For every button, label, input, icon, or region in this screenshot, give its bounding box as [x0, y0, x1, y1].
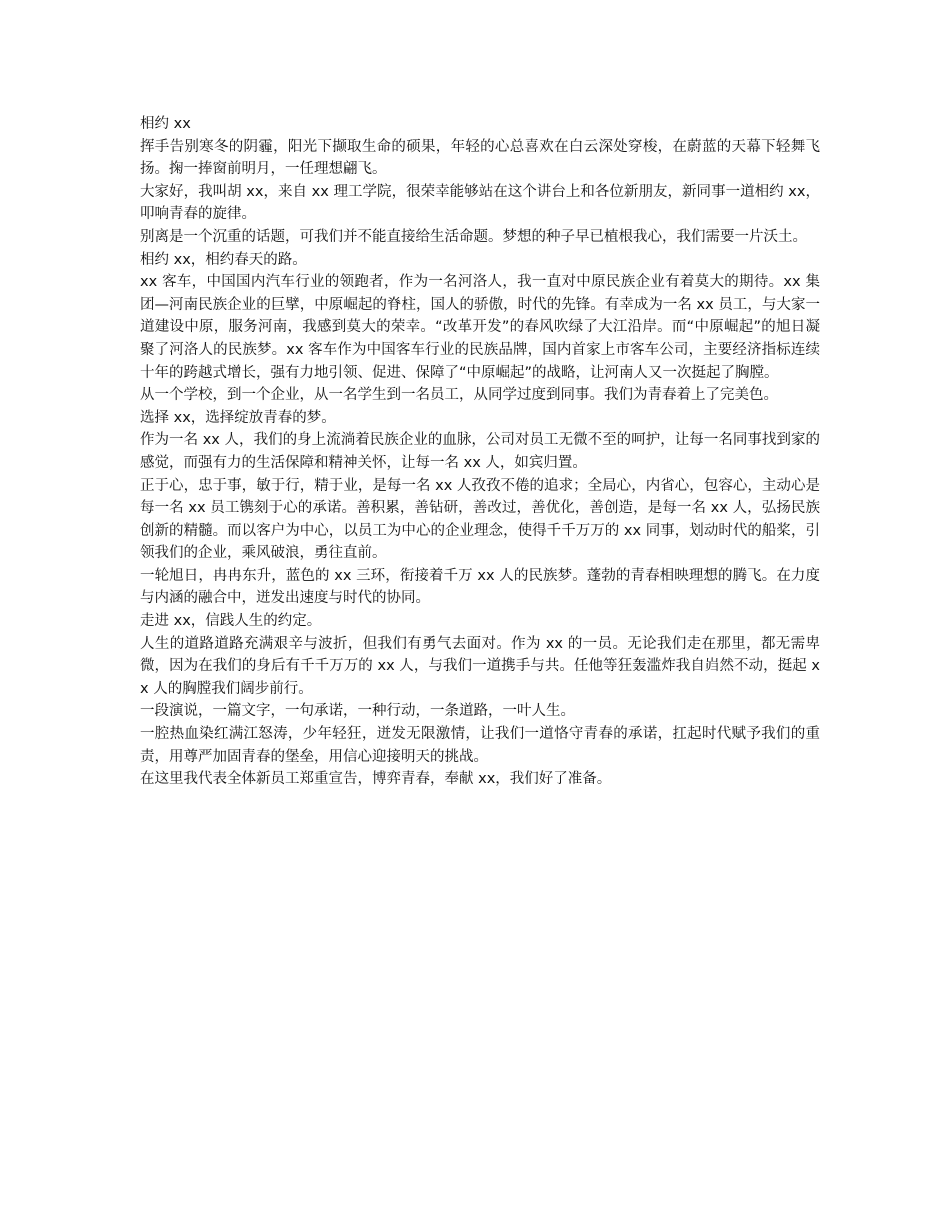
paragraph-greeting: 大家好，我叫胡 xx，来自 xx 理工学院，很荣幸能够站在这个讲台上和各位新朋友，新同事一道相约 xx，叩响青春的旋律。 [140, 183, 820, 223]
paragraph-farewell: 别离是一个沉重的话题，可我们并不能直接给生活命题。梦想的种子早已植根我心，我们需要一片沃土。 [140, 228, 807, 245]
paragraph-belonging: 作为一名 xx 人，我们的身上流淌着民族企业的血脉，公司对员工无微不至的呵护，让每一名同事找到家的感觉，而强有力的生活保障和精神关怀，让每一名 xx 人，如宾归置。 [140, 432, 820, 471]
document-title: 相约 xx [140, 116, 191, 132]
paragraph-school-to-company: 从一个学校，到一个企业，从一名学生到一名员工，从同学过度到同事。我们为青春着上了完美色。 [140, 387, 778, 404]
paragraph-speech: 一段演说，一篇文字，一句承诺，一种行动，一条道路，一叶人生。 [140, 703, 575, 720]
section-heading-spring-road: 相约 xx，相约春天的路。 [140, 251, 307, 268]
paragraph-life-road: 人生的道路道路充满艰辛与波折，但我们有勇气去面对。作为 xx 的一员。无论我们走在那里，都无需卑微，因为在我们的身后有千千万万的 xx 人，与我们一道携手与共。任他等狂轰滥炸我自岿然不动，挺起 xx 人的胸膛我们阔步前行。 [140, 635, 820, 697]
document-body [140, 113, 820, 791]
paragraph-declaration: 在这里我代表全体新员工郑重宣告，博弈青春，奉献 xx，我们好了准备。 [140, 771, 612, 788]
paragraph-intro: 挥手告别寒冬的阴霾，阳光下撷取生命的硕果，年轻的心总喜欢在白云深处穿梭，在蔚蓝的天幕下轻舞飞扬。掬一捧窗前明月，一任理想翩飞。 [140, 138, 820, 178]
paragraph-values: 正于心，忠于事，敏于行，精于业，是每一名 xx 人孜孜不倦的追求；全局心，内省心，包容心，主动心是每一名 xx 员工镌刻于心的承诺。善积累，善钻研，善改过，善优化，善创造，是每一名 xx 人，弘扬民族创新的精髓。而以客户为中心，以员工为中心的企业理念，使得千千万万的 xx 同事，划动时代的船桨，引领我们的企业，乘风破浪，勇往直前。 [140, 477, 820, 562]
section-heading-choose: 选择 xx，选择绽放青春的梦。 [140, 409, 336, 426]
paragraph-company: xx 客车，中国国内汽车行业的领跑者，作为一名河洛人，我一直对中原民族企业有着莫大的期待。xx 集团—河南民族企业的巨擘，中原崛起的脊柱，国人的骄傲，时代的先锋。有幸成为一名 xx 员工，与大家一道建设中原，服务河南，我感到莫大的荣幸。“改革开发”的春风吹绿了大江沿岸。而“中原崛起”的旭日凝聚了河洛人的民族梦。xx 客车作为中国客车行业的民族品牌，国内首家上市客车公司，主要经济指标连续十年的跨越式增长，强有力地引领、促进、保障了“中原崛起”的战略，让河南人又一次挺起了胸膛。 [140, 274, 820, 381]
paragraph-sunrise: 一轮旭日，冉冉东升，蓝色的 xx 三环，衔接着千万 xx 人的民族梦。蓬勃的青春相映理想的腾飞。在力度与内涵的融合中，迸发出速度与时代的协同。 [140, 567, 820, 607]
paragraph-passion: 一腔热血染红满江怒涛，少年轻狂，迸发无限激情，让我们一道恪守青春的承诺，扛起时代赋予我们的重责，用尊严加固青春的堡垒，用信心迎接明天的挑战。 [140, 726, 820, 765]
section-heading-enter: 走进 xx，信践人生的约定。 [140, 613, 322, 630]
